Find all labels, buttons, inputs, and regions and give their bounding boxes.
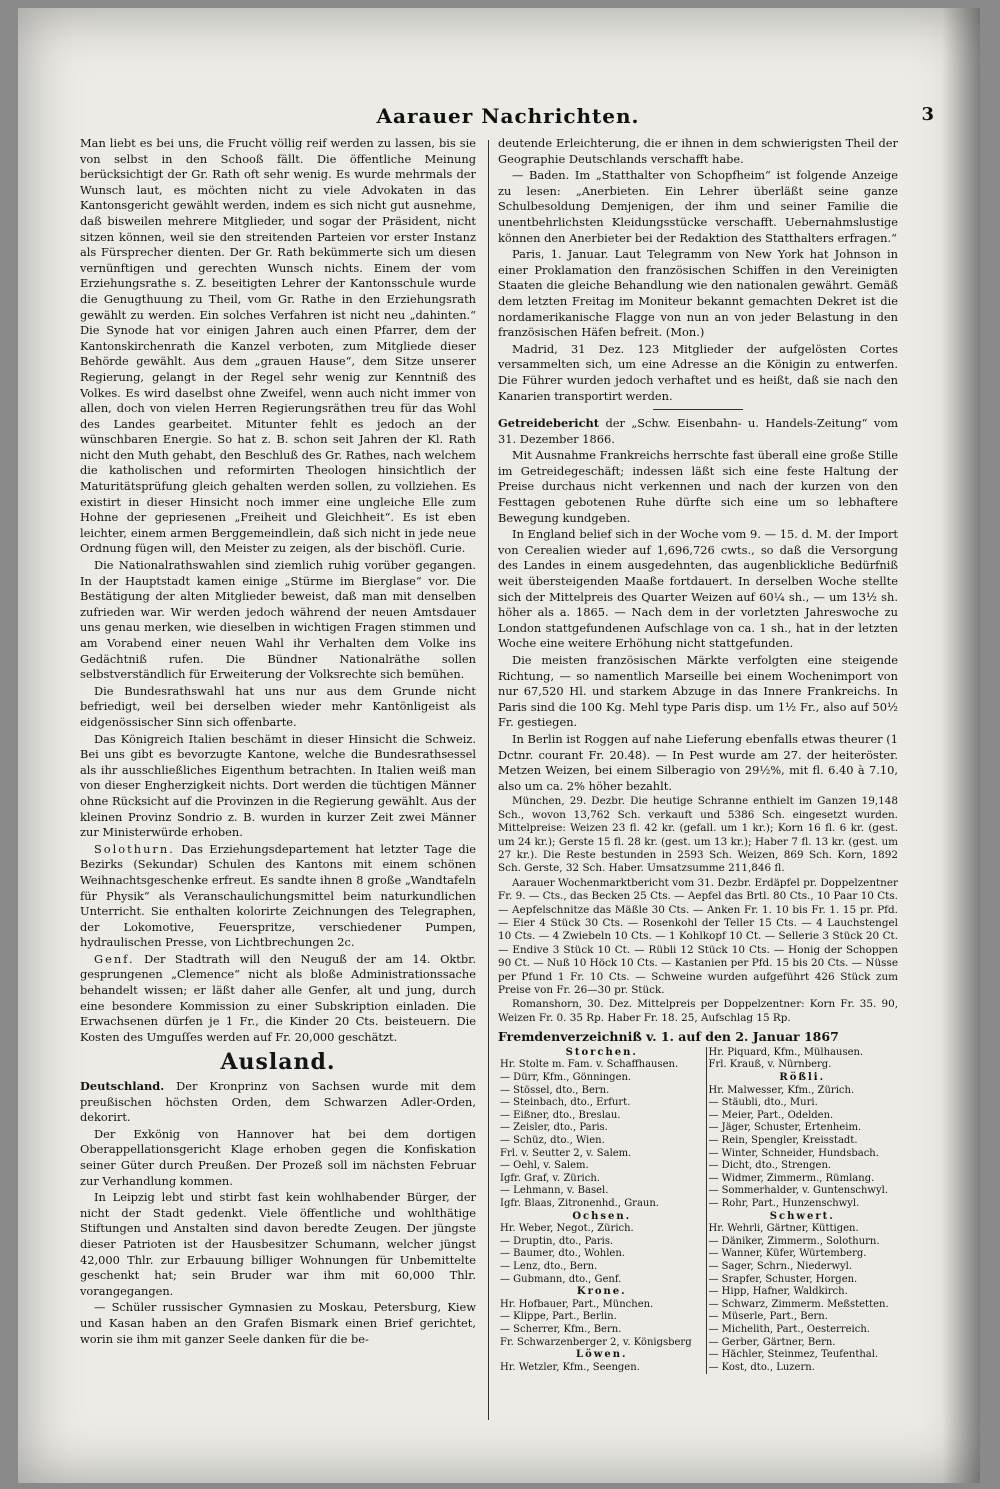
guest-list-row — [498, 1286, 898, 1299]
guest-list-row — [498, 1072, 898, 1085]
guest-list-entry: — Baumer, dto., Wohlen. — [498, 1248, 706, 1261]
guest-list-entry: Hr. Piquard, Kfm., Mülhausen. — [708, 1046, 864, 1058]
left-column — [80, 136, 476, 1426]
article-paragraph: Der Exkönig von Hannover hat bei dem dortigen Oberappellationsgericht Klage erhoben gegen die Konfiskation seiner Güter durch Preußen. Der Prozeß soll im nächsten Februar zur Verhandlung kommen. — [80, 1126, 476, 1188]
article-paragraph: — Schüler russischer Gymnasien zu Moskau, Petersburg, Kiew und Kasan haben an den Grafen Bismark einen Brief gerichtet, worin sie ihm mit ganzer Seele danken für die be- — [80, 1300, 476, 1346]
guest-list-entry: Hr. Weber, Negot., Zürich. — [498, 1223, 706, 1236]
guest-list-row — [498, 1173, 898, 1186]
guest-list-hotel: Ochsen. — [498, 1211, 706, 1224]
guest-list-entry: Frl. Krauß, v. Nürnberg. — [708, 1059, 832, 1071]
article-paragraph: In Leipzig lebt und stirbt fast kein wohlhabender Bürger, der nicht der Stadt gedenkt. Viele öffentliche und wohlthätige Stiftungen und Anstalten sind davon beredte Zeugen. Der jüngste dieser Patrioten ist der Hausbesitzer Schumann, welcher jüngst 42,000 Thlr. zur Erbauung billiger Wohnungen für Unbemittelte geschenkt hat; sein Bruder war ihm mit 60,000 Thlr. vorangegangen. — [80, 1190, 476, 1298]
guest-list-entry: — Müserle, Part., Bern. — [708, 1311, 828, 1323]
guest-list-row — [498, 1274, 898, 1287]
guest-list-row — [498, 1248, 898, 1261]
guest-list-entry: — Wanner, Küfer, Würtemberg. — [708, 1248, 867, 1260]
guest-list-row — [498, 1311, 898, 1324]
article-text: Der Kronprinz von Sachsen wurde mit dem preußischen höchsten Orden, dem Schwarzen Adler-Orden, dekorirt. — [80, 1079, 476, 1125]
guest-list-table — [498, 1047, 898, 1374]
guest-list-entry: — Sager, Schrn., Niederwyl. — [708, 1260, 853, 1272]
guest-list-row — [498, 1097, 898, 1110]
guest-list-entry: — Zeisler, dto., Paris. — [498, 1122, 706, 1135]
article-paragraph: In England belief sich in der Woche vom 9. — 15. d. M. der Import von Cerealien wieder auf 1,696,726 cwts., so daß die Versorgung des Landes in einem ausgedehnten, das augenblickliche Bedürfniß weit übersteigenden Maaße fortdauert. In derselben Woche stellte sich der Mittelpreis des Quarter Weizen auf 60¼ sh., — um 13⅟₂ sh. höher als a. 1865. — Nach dem in der vorletzten Jahreswoche zu London stattgefundenen Aufschlage von ca. 1 sh., hat in der letzten Woche eine weitere Erhöhung nicht stattgefunden. — [498, 527, 898, 651]
guest-list-hotel: Krone. — [498, 1286, 706, 1299]
article-paragraph: Die Bundesrathswahl hat uns nur aus dem Grunde nicht befriedigt, weil bei derselben wieder mehr Kantönligeist als eidgenössischer Sinn sich offenbarte. — [80, 683, 476, 729]
guest-list-entry: — Druptin, dto., Paris. — [498, 1236, 706, 1249]
guest-list-row — [498, 1135, 898, 1148]
guest-list-entry: — Eißner, dto., Breslau. — [498, 1110, 706, 1123]
guest-list-row — [498, 1324, 898, 1337]
article-paragraph — [80, 1079, 476, 1126]
article-paragraph: Paris, 1. Januar. Laut Telegramm von New York hat Johnson in einer Proklamation den französischen Schiffen in den Vereinigten Staaten die gleiche Behandlung wie den nationalen gewährt. Gemäß dem letzten Freitag im Moniteur bekannt gemachten Dekret ist die nordamerikanische Flagge von nun an von jeder Belastung in den französischen Häfen befreit. (Mon.) — [498, 247, 898, 340]
guest-list-entry: — Sommerhalder, v. Guntenschwyl. — [708, 1185, 888, 1197]
newspaper-page — [18, 8, 980, 1483]
guest-list-entry: — Schüz, dto., Wien. — [498, 1135, 706, 1148]
guest-list-row — [498, 1261, 898, 1274]
guest-list-entry: — Hipp, Hafner, Waldkirch. — [708, 1286, 848, 1298]
page-number: 3 — [921, 104, 934, 125]
market-report: München, 29. Dezbr. Die heutige Schranne enthielt im Ganzen 19,148 Sch., wovon 13,762 Sch. verkauft und 5386 Sch. eingesetzt wurden. Mittelpreise: Weizen 23 fl. 42 kr. (gefall. um 1 kr.); Korn 16 fl. 6 kr. (gest. um 24 kr.); Gerste 15 fl. 28 kr. (gest. um 13 kr.); Haber 7 fl. 13 kr. (gest. um 27 kr.). Die Reste bestunden in 2593 Sch. Weizen, 869 Sch. Korn, 1892 Sch. Gerste, 32 Sch. Haber. Umsatzsumme 211,846 fl. — [498, 795, 898, 875]
article-paragraph: deutende Erleichterung, die er ihnen in dem schwierigsten Theil der Geographie Deutschlands verschafft habe. — [498, 136, 898, 166]
guest-list-entry: Fr. Schwarzenberger 2, v. Königsberg — [498, 1337, 706, 1350]
guest-list-entry: — Schwarz, Zimmerm. Meßstetten. — [708, 1298, 889, 1310]
country-lead: Deutschland. — [80, 1079, 165, 1094]
article-text: Der Stadtrath will den Neuguß der am 14. Oktbr. gesprungenen „Clemence“ nicht als bloße Administrationssache behandelt wissen; er läßt daher alle Genfer, alt und jung, durch eine besondere Kommission zu einer Subskription einladen. Die Erwachsenen dürfen je 1 Fr., die Kinder 20 Cts. beisteuern. Die Kosten des Umguſſes werden auf Fr. 20,000 geschätzt. — [80, 951, 476, 1044]
guest-list-entry: — Widmer, Zimmerm., Rümlang. — [708, 1172, 875, 1184]
guest-list-entry: — Dicht, dto., Strengen. — [708, 1160, 832, 1172]
place-name: Solothurn. — [94, 841, 175, 856]
article-text: Das Erziehungsdepartement hat letzter Tage die Bezirks (Sekundar) Schulen des Kantons mit einem schönen Weihnachtsgeschenke erfreut. Es sandte ihnen 8 große „Wandtafeln für Physik“ als Veranschaulichungsmittel beim naturkundlichen Unterricht. Sie enthalten kolorirte Zeichnungen des Telegraphen, der Lokomotive, Feuerspritze, verschiedener Pumpen, hydraulischen Presse, von Lichtbrechungen 2c. — [80, 841, 476, 950]
guest-list-row — [498, 1349, 898, 1362]
guest-list-row — [498, 1337, 898, 1350]
page-header — [18, 104, 980, 136]
guest-list-entry: Hr. Wetzler, Kfm., Seengen. — [498, 1362, 706, 1375]
guest-list-row — [498, 1362, 898, 1375]
guest-list-entry: — Gubmann, dto., Genf. — [498, 1274, 706, 1287]
place-name: Genf. — [94, 951, 135, 966]
section-divider — [653, 409, 743, 410]
guest-list-entry: — Winter, Schneider, Hundsbach. — [708, 1147, 879, 1159]
guest-list-row — [498, 1299, 898, 1312]
guest-list-title: Fremdenverzeichniß v. 1. auf den 2. Januar 1867 — [498, 1029, 839, 1045]
article-paragraph — [80, 842, 476, 951]
guest-list-entry: — Gerber, Gärtner, Bern. — [708, 1336, 836, 1348]
guest-list-entry: — Scherrer, Kfm., Bern. — [498, 1324, 706, 1337]
guest-list-row — [498, 1185, 898, 1198]
market-report: Romanshorn, 30. Dez. Mittelpreis per Doppelzentner: Korn Fr. 35. 90, Weizen Fr. 0. 35 Rp. Haber Fr. 18. 25, Aufschlag 15 Rp. — [498, 998, 898, 1024]
guest-list-row — [498, 1223, 898, 1236]
column-divider — [488, 140, 489, 1420]
grain-report-title: Getreidebericht — [498, 416, 600, 431]
guest-list-entry: Hr. Hofbauer, Part., München. — [498, 1299, 706, 1312]
guest-list-row — [498, 1059, 898, 1072]
guest-list-entry: — Dürr, Kfm., Gönningen. — [498, 1072, 706, 1085]
guest-list-entry: — Stössel, dto., Bern. — [498, 1085, 706, 1098]
article-paragraph: Das Königreich Italien beschämt in dieser Hinsicht die Schweiz. Bei uns gibt es bevorzugte Kantone, welche die Bundesrathsessel als ihr ausschließliches Eigenthum betrachten. In Italien weiß man von dieser Engherzigkeit nichts. Dort werden die tüchtigen Männer ohne Rücksicht auf die Provinzen in die Regierung gewählt. Aus der kleinen Provinz Sondrio z. B. wurden in kurzer Zeit zwei Männer zur Ministerwürde erhoben. — [80, 731, 476, 840]
masthead-title: Aarauer Nachrichten. — [376, 104, 640, 128]
grain-report-intro — [498, 416, 898, 447]
guest-list-entry: — Hächler, Steinmez, Teufenthal. — [708, 1349, 879, 1361]
article-paragraph: Man liebt es bei uns, die Frucht völlig reif werden zu lassen, bis sie von selbst in den Schooß fällt. Die öffentliche Meinung berücksichtigt der Gr. Rath oft sehr wenig. Es wurde mehrmals der Wunsch laut, es möchten nicht zu viele Advokaten in das Kantonsgericht gewählt werden, indem es sich nicht gut ausnehme, daß bisweilen mehrere Mitglieder, und sogar der Präsident, nicht sitzen können, weil sie den streitenden Parteien vor erster Instanz als Fürsprecher dienten. Der Gr. Rath bekümmerte sich um diesen vernünftigen und gerechten Wunsch nichts. Einem der vom Erziehungsrathe s. Z. beseitigten Lehrer der Kantonsschule wurde die Genugthuung zu Theil, vom Gr. Rathe in den Erziehungsrath gewählt zu werden. Ein solches Verfahren ist nicht neu „dahinten.“ Die Synode hat vor einigen Jahren auch einen Pfarrer, dem der Kantonskirchenrath die Kanzel verboten, zum Mitgliede dieser Behörde gewählt. Aus dem „grauen Hause“, dem Sitze unserer Regierung, gelangt in der Regel sehr wenig zur Kenntniß des Volkes. Es wird daselbst ohne Zweifel, wenn auch nicht immer von allen, doch von vielen Herren Regierungsräthen treu für das Wohl des Landes gearbeitet. Mitunter fehlt es jedoch an der wünschbaren Energie. So hat z. B. schon seit Jahren der Kl. Rath nicht den Muth gehabt, den Beschluß des Gr. Rathes, nach welchem die katholischen und reformirten Theologen hinsichtlich der Maturitätsprüfung gleich gehalten werden sollen, zu vollziehen. Es existirt in dieser Hinsicht noch immer eine ungleiche Elle zum Hohne der gepriesenen „Freiheit und Gleichheit“. Es ist eben leichter, einem armen Berggemeindlein, daß sich nicht in jede neue Ordnung fügen will, den Meister zu zeigen, als der bischöfl. Curie. — [80, 136, 476, 556]
guest-list-entry: — Stäubli, dto., Muri. — [708, 1097, 818, 1109]
guest-list-entry: Igfr. Blaas, Zitronenhd., Graun. — [498, 1198, 706, 1211]
guest-list-hotel: Rößli. — [779, 1072, 826, 1084]
article-paragraph: Mit Ausnahme Frankreichs herrschte fast überall eine große Stille im Getreidegeschäft; indessen läßt sich eine feste Haltung der Preise durchaus nicht verkennen und nach der kurzen von den Festtagen gebotenen Ruhe dürfte sich eine um so lebhaftere Bewegung kundgeben. — [498, 448, 898, 525]
guest-list-hotel: Löwen. — [498, 1349, 706, 1362]
guest-list-entry: — Michelith, Part., Oesterreich. — [708, 1323, 870, 1335]
guest-list-entry: Hr. Malwesser, Kfm., Zürich. — [708, 1084, 855, 1096]
article-paragraph: In Berlin ist Roggen auf nahe Lieferung ebenfalls etwas theurer (1 Dctnr. courant Fr. 20.48). — In Pest wurde am 27. der heiteröster. Metzen Weizen, bei einem Silberagio von 29½%, mit fl. 6.40 à 7.10, also um ca. 2% höher bezahlt. — [498, 731, 898, 793]
guest-list-entry: — Lehmann, v. Basel. — [498, 1185, 706, 1198]
guest-list-row — [498, 1110, 898, 1123]
guest-list-row — [498, 1160, 898, 1173]
guest-list-entry: — Oehl, v. Salem. — [498, 1160, 706, 1173]
guest-list-row — [498, 1211, 898, 1224]
right-column — [498, 136, 898, 1426]
guest-list-entry: — Rohr, Part., Hunzenschwyl. — [708, 1197, 860, 1209]
guest-list-row — [498, 1047, 898, 1060]
guest-list-entry: — Kost, dto., Luzern. — [708, 1361, 815, 1373]
article-paragraph: — Baden. Im „Statthalter von Schopfheim“ ist folgende Anzeige zu lesen: „Anerbieten. Ein Lehrer überläßt seine ganze Schulbesoldung Demjenigen, der ihm und seiner Familie die unentbehrlichsten Kleidungsstücke verschafft. Uebernahmslustige können den Anerbieter bei der Redaktion des Statthalters erfragen.“ — [498, 168, 898, 245]
article-paragraph: Die meisten französischen Märkte verfolgten eine steigende Richtung, — so namentlich Marseille bei einem Wochenimport von nur 67,520 Hl. und starkem Abzuge in das Innere Frankreichs. In Paris sind die 100 Kg. Mehl type Paris disp. um 1⅟₂ Fr., also auf 50⅟₂ Fr. gestiegen. — [498, 653, 898, 730]
guest-list-row — [498, 1148, 898, 1161]
guest-list-hotel: Schwert. — [769, 1210, 835, 1222]
market-report: Aarauer Wochenmarktbericht vom 31. Dezbr. Erdäpfel pr. Doppelzentner Fr. 9. — Cts., das Becken 25 Cts. — Aepfel das Brtl. 80 Cts., 10 Paar 10 Cts. — Aepfelschnitze das Mäßle 30 Cts. — Anken Fr. 1. 10 bis Fr. 1. 15 pr. Pfd. — Eier 4 Stück 30 Cts. — Rosenkohl der Teller 15 Cts. — 4 Lauchstengel 10 Cts. — 4 Zwiebeln 10 Cts. — 1 Kohlkopf 10 Ct. — Sellerie 3 Stück 20 Ct. — Endive 3 Stück 10 Ct. — Rübli 12 Stück 10 Cts. — Honig der Schoppen 90 Ct. — Nuß 10 Höck 10 Cts. — Kastanien per Pfd. 15 bis 20 Cts. — Nüsse per Pfund 1 Fr. 10 Cts. — Schweine wurden aufgeführt 426 Stück zum Preise von Fr. 26—30 pr. Stück. — [498, 876, 898, 997]
guest-list-row — [498, 1085, 898, 1098]
guest-list-entry: — Meier, Part., Odelden. — [708, 1109, 834, 1121]
guest-list-row — [498, 1236, 898, 1249]
guest-list-hotel: Storchen. — [498, 1047, 706, 1060]
article-text: der „Schw. Eisenbahn- u. Handels-Zeitung“ vom 31. Dezember 1866. — [498, 416, 898, 446]
guest-list-row — [498, 1198, 898, 1211]
article-paragraph: Die Nationalrathswahlen sind ziemlich ruhig vorüber gegangen. In der Hauptstadt kamen einige „Stürme im Bierglase“ vor. Die Bestätigung der alten Mitglieder beweist, daß man mit denselben zufrieden war. Wir werden jedoch während der neuen Amtsdauer uns genau merken, wie dieselben in wichtigen Fragen stimmen und am Vorabend einer neuen Wahl ihr Verhalten dem Volke ins Gedächtniß rufen. Die Bündner Nationalräthe sollen selbstverständlich für Erweiterung der Volksrechte sich bemühen. — [80, 558, 476, 682]
guest-list-entry: — Steinbach, dto., Erfurt. — [498, 1097, 706, 1110]
guest-list-entry: Hr. Stolte m. Fam. v. Schaffhausen. — [498, 1059, 706, 1072]
section-title-ausland: Ausland. — [220, 1049, 336, 1076]
guest-list-entry: Hr. Wehrli, Gärtner, Küttigen. — [708, 1223, 859, 1235]
guest-list-entry: — Rein, Spengler, Kreisstadt. — [708, 1135, 858, 1146]
guest-list-entry: — Srapfer, Schuster, Horgen. — [708, 1273, 858, 1285]
guest-list-entry: Frl. v. Seutter 2, v. Salem. — [498, 1148, 706, 1161]
guest-list-entry: Igfr. Graf, v. Zürich. — [498, 1173, 706, 1186]
guest-list-entry: — Klippe, Part., Berlin. — [498, 1311, 706, 1324]
guest-list-entry: — Däniker, Zimmerm., Solothurn. — [708, 1235, 880, 1247]
guest-list-entry: — Lenz, dto., Bern. — [498, 1261, 706, 1274]
article-paragraph — [80, 952, 476, 1046]
guest-list-entry: — Jäger, Schuster, Ertenheim. — [708, 1122, 862, 1134]
article-paragraph: Madrid, 31 Dez. 123 Mitglieder der aufgelösten Cortes versammelten sich, um eine Adresse an die Königin zu entwerfen. Die Führer wurden jedoch verhaftet und es heißt, daß sie nach den Kanarien transportirt werden. — [498, 341, 898, 403]
page-edge-shadow — [942, 8, 980, 1483]
guest-list-row — [498, 1122, 898, 1135]
